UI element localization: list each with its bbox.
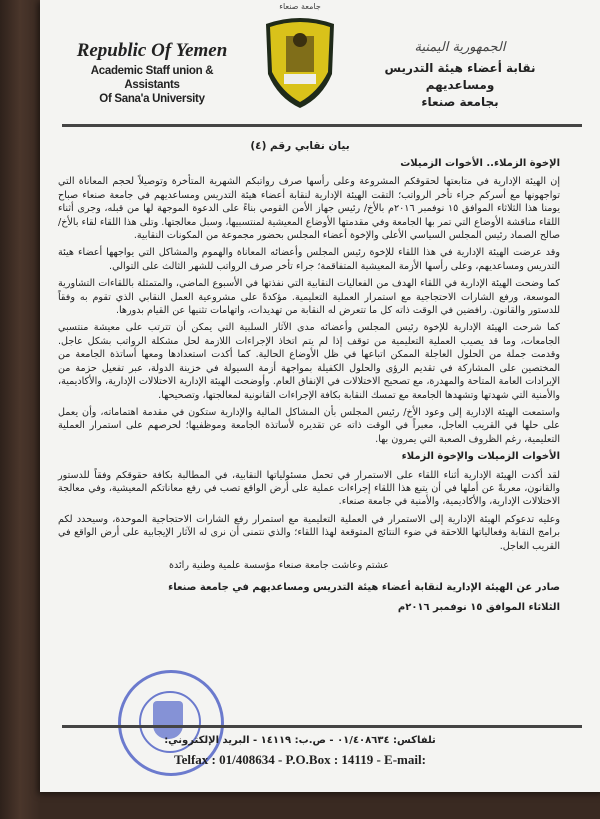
english-letterhead bbox=[62, 40, 242, 106]
arabic-letterhead bbox=[360, 40, 560, 111]
footer-contact-english: Telfax : 01/408634 - P.O.Box : 14119 - E-mail: bbox=[174, 752, 426, 767]
subheading: الأخوات الزميلات والإخوة الزملاء bbox=[401, 451, 560, 463]
greeting: الإخوة الزملاء.. الأخوات الزميلات bbox=[400, 158, 560, 169]
statement-body bbox=[58, 157, 560, 618]
paragraph: إن الهيئة الإدارية في متابعتها لحقوقكم المشروعة وعلى رأسها صرف رواتبكم الشهرية المتأخرة وتوصيلاً لحجم المعاناة التي تواجهونها مع أسركم جراء تأخر الرواتب؛ التقت الهيئة الإدارية لنقابة أعضاء هيئة التدريس ومساعديهم في جامعة صنعاء صباح يومنا هذا الثلاثاء الموافق ١٥ نوفمبر ٢٠١٦م بالأخ/ رئيس جهاز الأمن القومي بناءً على الدعوة الموجهة لها من قبله، وجرى أثناء اللقاء مناقشة الأوضاع التي تمر بها الجامعة وفي مقدمتها الأوضاع المعيشية لمنتسبيها، وسبل معالجتها. وتلى هذا اللقاء لقاء بالأخ/ صالح الصماد رئيس المجلس السياسي الأعلى والإخوة أعضاء المجلس بحضور مجموعة من المكونات النقابية. bbox=[58, 176, 561, 242]
closing-line: عشتم وعاشت جامعة صنعاء مؤسسة علمية وطنية رائدة bbox=[168, 559, 390, 571]
paragraph: وعليه تدعوكم الهيئة الإدارية إلى الاستمرار في العملية التعليمية مع استمرار رفع الشارات الاحتجاجية الموحدة، وسيحدد لكم برامج النقابة وفعالياتها اللاحقة في ضوء النتائج المتوقعة لهذا اللقاء؛ والذي نتمنى أن نرى له الآثار الإيجابية على أرض الواقع في القريب العاجل. bbox=[58, 513, 560, 552]
english-union-name: Academic Staff union & Assistants bbox=[90, 65, 214, 91]
arabic-university: بجامعة صنعاء bbox=[421, 95, 499, 109]
arabic-country: الجمهورية اليمنية bbox=[414, 40, 506, 55]
paragraph: كما وضحت الهيئة الإدارية في اللقاء الهدف من الفعاليات النقابية التي نفذتها في الأسبوع الماضي، والمتمثلة باللقاءات التشاورية الموسعة، ورفع الشارات الاحتجاجية مع استمرار العملية التعليمية. مؤكدةً على مشروعية العمل النقابي الذي تقوم به وفقاً للدستور والقانون. رافضين في الوقت ذاته كل ما تتعرض له النقابة من تهديدات، واتهامات تثنيها عن القيام بدورها. bbox=[58, 278, 560, 317]
header-divider bbox=[62, 124, 582, 127]
statement-title: بيان نقابي رقم (٤) bbox=[250, 140, 350, 152]
english-country: Republic Of Yemen bbox=[76, 40, 228, 61]
footer-divider bbox=[62, 725, 582, 728]
logo-motto: جامعة صنعاء bbox=[279, 2, 321, 11]
paragraph: واستمعت الهيئة الإدارية إلى وعود الأخ/ رئيس المجلس بأن المشاكل المالية والإدارية ستكون في مقدمة اهتماماته، وأن يعمل على حلها في القريب العاجل، معبراً في الوقت ذاته عن تقديره لأساتذة الجامعة وموظفيها؛ لحرصهم على استمرار العملية التعليمية، رغم الظروف الصعبة التي يمرون بها. bbox=[58, 406, 560, 445]
university-logo-icon bbox=[262, 14, 338, 110]
paragraph: كما شرحت الهيئة الإدارية للإخوة رئيس المجلس وأعضائه مدى الآثار السلبية التي يمكن أن تترتب على معيشة منتسبي الجامعات، وما قد يصيب العملية التعليمية من توقف إذا لم يتم اتخاذ الإجراءات اللازمة لحل مشكلة الرواتب بشكل عاجل. وقدمت جملة من الحلول العاجلة الممكن اتباعها في ظل الأوضاع الحالية. كما أكدت استعدادها ومعها أساتذة الجامعة من المختصين على المشاركة في تقديم الرؤى والحلول الكفيلة بمواجهة أزمة السيولة في خزينة الدولة، عبر تفعيل حزمة من الإيرادات العامة المتاحة والمهدرة، مع تصحيح الاختلالات في الإنفاق العام. وأوضحت الهيئة الإدارية الاختلالات الإدارية، والأكاديمية، والأمنية التي شهدتها وتشهدها الجامعة مع تمسك النقابة بكافة الإجراءات القانونية لمعالجتها، وتصحيحها. bbox=[58, 322, 560, 401]
paragraph: وقد عرضت الهيئة الإدارية في هذا اللقاء للإخوة رئيس المجلس وأعضائه المعاناة والهموم والمشاكل التي يواجهها أعضاء هيئة التدريس ومساعديهم، وعلى رأسها الأزمة المعيشية المتفاقمة؛ جراء تأخر صرف الرواتب للشهر الثالث على التوالي. bbox=[58, 247, 560, 272]
issued-by: صادر عن الهيئة الإدارية لنقابة أعضاء هيئة التدريس ومساعديهم في جامعة صنعاء bbox=[168, 582, 560, 594]
english-university: Of Sana'a University bbox=[99, 93, 205, 105]
issued-date: الثلاثاء الموافق ١٥ نوفمبر ٢٠١٦م bbox=[397, 602, 560, 614]
footer-contact-arabic: تلفاكس: ٠١/٤٠٨٦٣٤ - ص.ب: ١٤١١٩ - البريد الإلكتروني: bbox=[164, 735, 436, 746]
paragraph: لقد أكدت الهيئة الإدارية أثناء اللقاء على الاستمرار في تحمل مسئولياتها النقابية، في المطالبة بكافة حقوقكم وفقاً للدستور والقانون، معربةً عن أملها في أن يتبع هذا اللقاء إجراءات عملية على أرض الواقع تصب في رفع معاناتكم المعيشية، وفي معالجة الاختلالات الإدارية، والأكاديمية، والأمنية في جامعة صنعاء. bbox=[58, 469, 560, 508]
arabic-union-name: نقابة أعضاء هيئة التدريس ومساعديهم bbox=[384, 61, 536, 92]
